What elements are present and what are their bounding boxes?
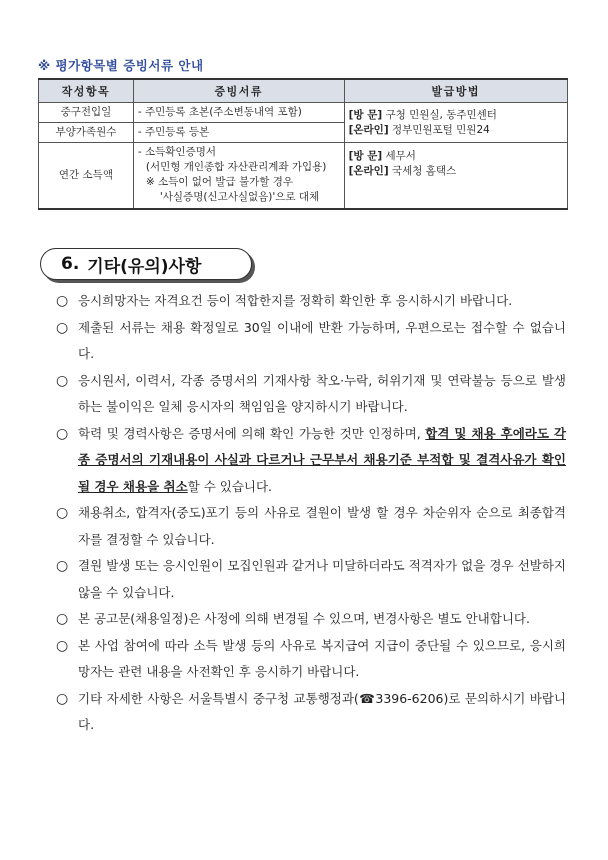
header-item: 작성항목 [39, 79, 134, 103]
circle-bullet-icon: ○ [56, 558, 69, 574]
table-header-row [39, 79, 568, 103]
section-title: 기타(유의)사항 [87, 256, 202, 277]
row-issue-method: [방 문] 구청 민원실, 동주민센터 [온라인] 정부민원포털 민원24 [344, 103, 567, 143]
section-heading [40, 248, 252, 280]
circle-bullet-icon: ○ [56, 637, 69, 654]
circle-bullet-icon: ○ [56, 319, 69, 336]
row-docs: - 주민등록 등본 [133, 123, 344, 143]
notice-title: ※ 평가항목별 증빙서류 안내 [38, 58, 204, 73]
section-number: 6. [61, 254, 80, 274]
list-item: ○ 응시원서, 이력서, 각종 증명서의 기재사항 착오·누락, 허위기재 및 연락불능 등으로 발생하는 불이익은 일체 응시자의 책임임을 양지하시기 바랍니다. [56, 368, 566, 421]
list-item: ○ 채용취소, 합격자(중도)포기 등의 사유로 결원이 발생 할 경우 차순위자 순으로 최종합격자를 결정할 수 있습니다. [56, 500, 566, 553]
list-item: ○ 학력 및 경력사항은 증명서에 의해 확인 가능한 것만 인정하며, 합격 및 채용 후에라도 각종 증명서의 기재내용이 사실과 다르거나 근무부서 채용기준 부적합 및 결격사유가 확인될 경우 채용을 취소할 수 있습니다. [56, 421, 566, 501]
table-row [39, 103, 568, 123]
list-item: ○ 기타 자세한 사항은 서울특별시 중구청 교통행정과(☎3396-6206)로 문의하시기 바랍니다. [56, 686, 566, 739]
circle-bullet-icon: ○ [56, 690, 69, 707]
header-issue-method: 발급방법 [344, 79, 567, 103]
circle-bullet-icon: ○ [56, 505, 69, 521]
list-item: ○ 본 사업 참여에 따라 소득 발생 등의 사유로 복지급여 지급이 중단될 수 있으므로, 응시희망자는 관련 내용을 사전확인 후 응시하기 바랍니다. [56, 633, 566, 686]
row-item-dependents: 부양가족원수 [39, 123, 134, 143]
row-issue-method: [방 문] 세무서 [온라인] 국세청 홈택스 [344, 143, 567, 209]
row-item-income: 연간 소득액 [39, 143, 134, 209]
circle-bullet-icon: ○ [56, 425, 69, 442]
emphasized-text: 합격 및 채용 후에라도 각종 증명서의 기재내용이 사실과 다르거나 근무부서 채용기준 부적합 및 결격사유가 확인될 경우 채용을 취소 [78, 425, 566, 494]
notes-list [56, 288, 566, 739]
list-item: ○ 본 공고문(채용일정)은 사정에 의해 변경될 수 있으며, 변경사항은 별도 안내합니다. [56, 606, 566, 633]
header-documents: 증빙서류 [133, 79, 344, 103]
row-docs: - 소득확인증명서 (서민형 개인종합 자산관리계좌 가입용) ※ 소득이 없어 발급 불가할 경우 '사실증명(신고사실없음)'으로 대체 [133, 143, 344, 209]
circle-bullet-icon: ○ [56, 611, 69, 627]
list-item: ○ 응시희망자는 자격요건 등이 적합한지를 정확히 확인한 후 응시하시기 바랍니다. [56, 288, 566, 315]
circle-bullet-icon: ○ [56, 372, 69, 389]
list-item: ○ 결원 발생 또는 응시인원이 모집인원과 같거나 미달하더라도 적격자가 없을 경우 선발하지 않을 수 있습니다. [56, 553, 566, 606]
list-item: ○ 제출된 서류는 채용 확정일로 30일 이내에 반환 가능하며, 우편으로는 접수할 수 없습니다. [56, 315, 566, 368]
row-item-residence: 중구전입일 [39, 103, 134, 123]
evidence-documents-table [38, 78, 568, 210]
row-docs: - 주민등록 초본(주소변동내역 포함) [133, 103, 344, 123]
table-row [39, 143, 568, 209]
circle-bullet-icon: ○ [56, 293, 69, 309]
